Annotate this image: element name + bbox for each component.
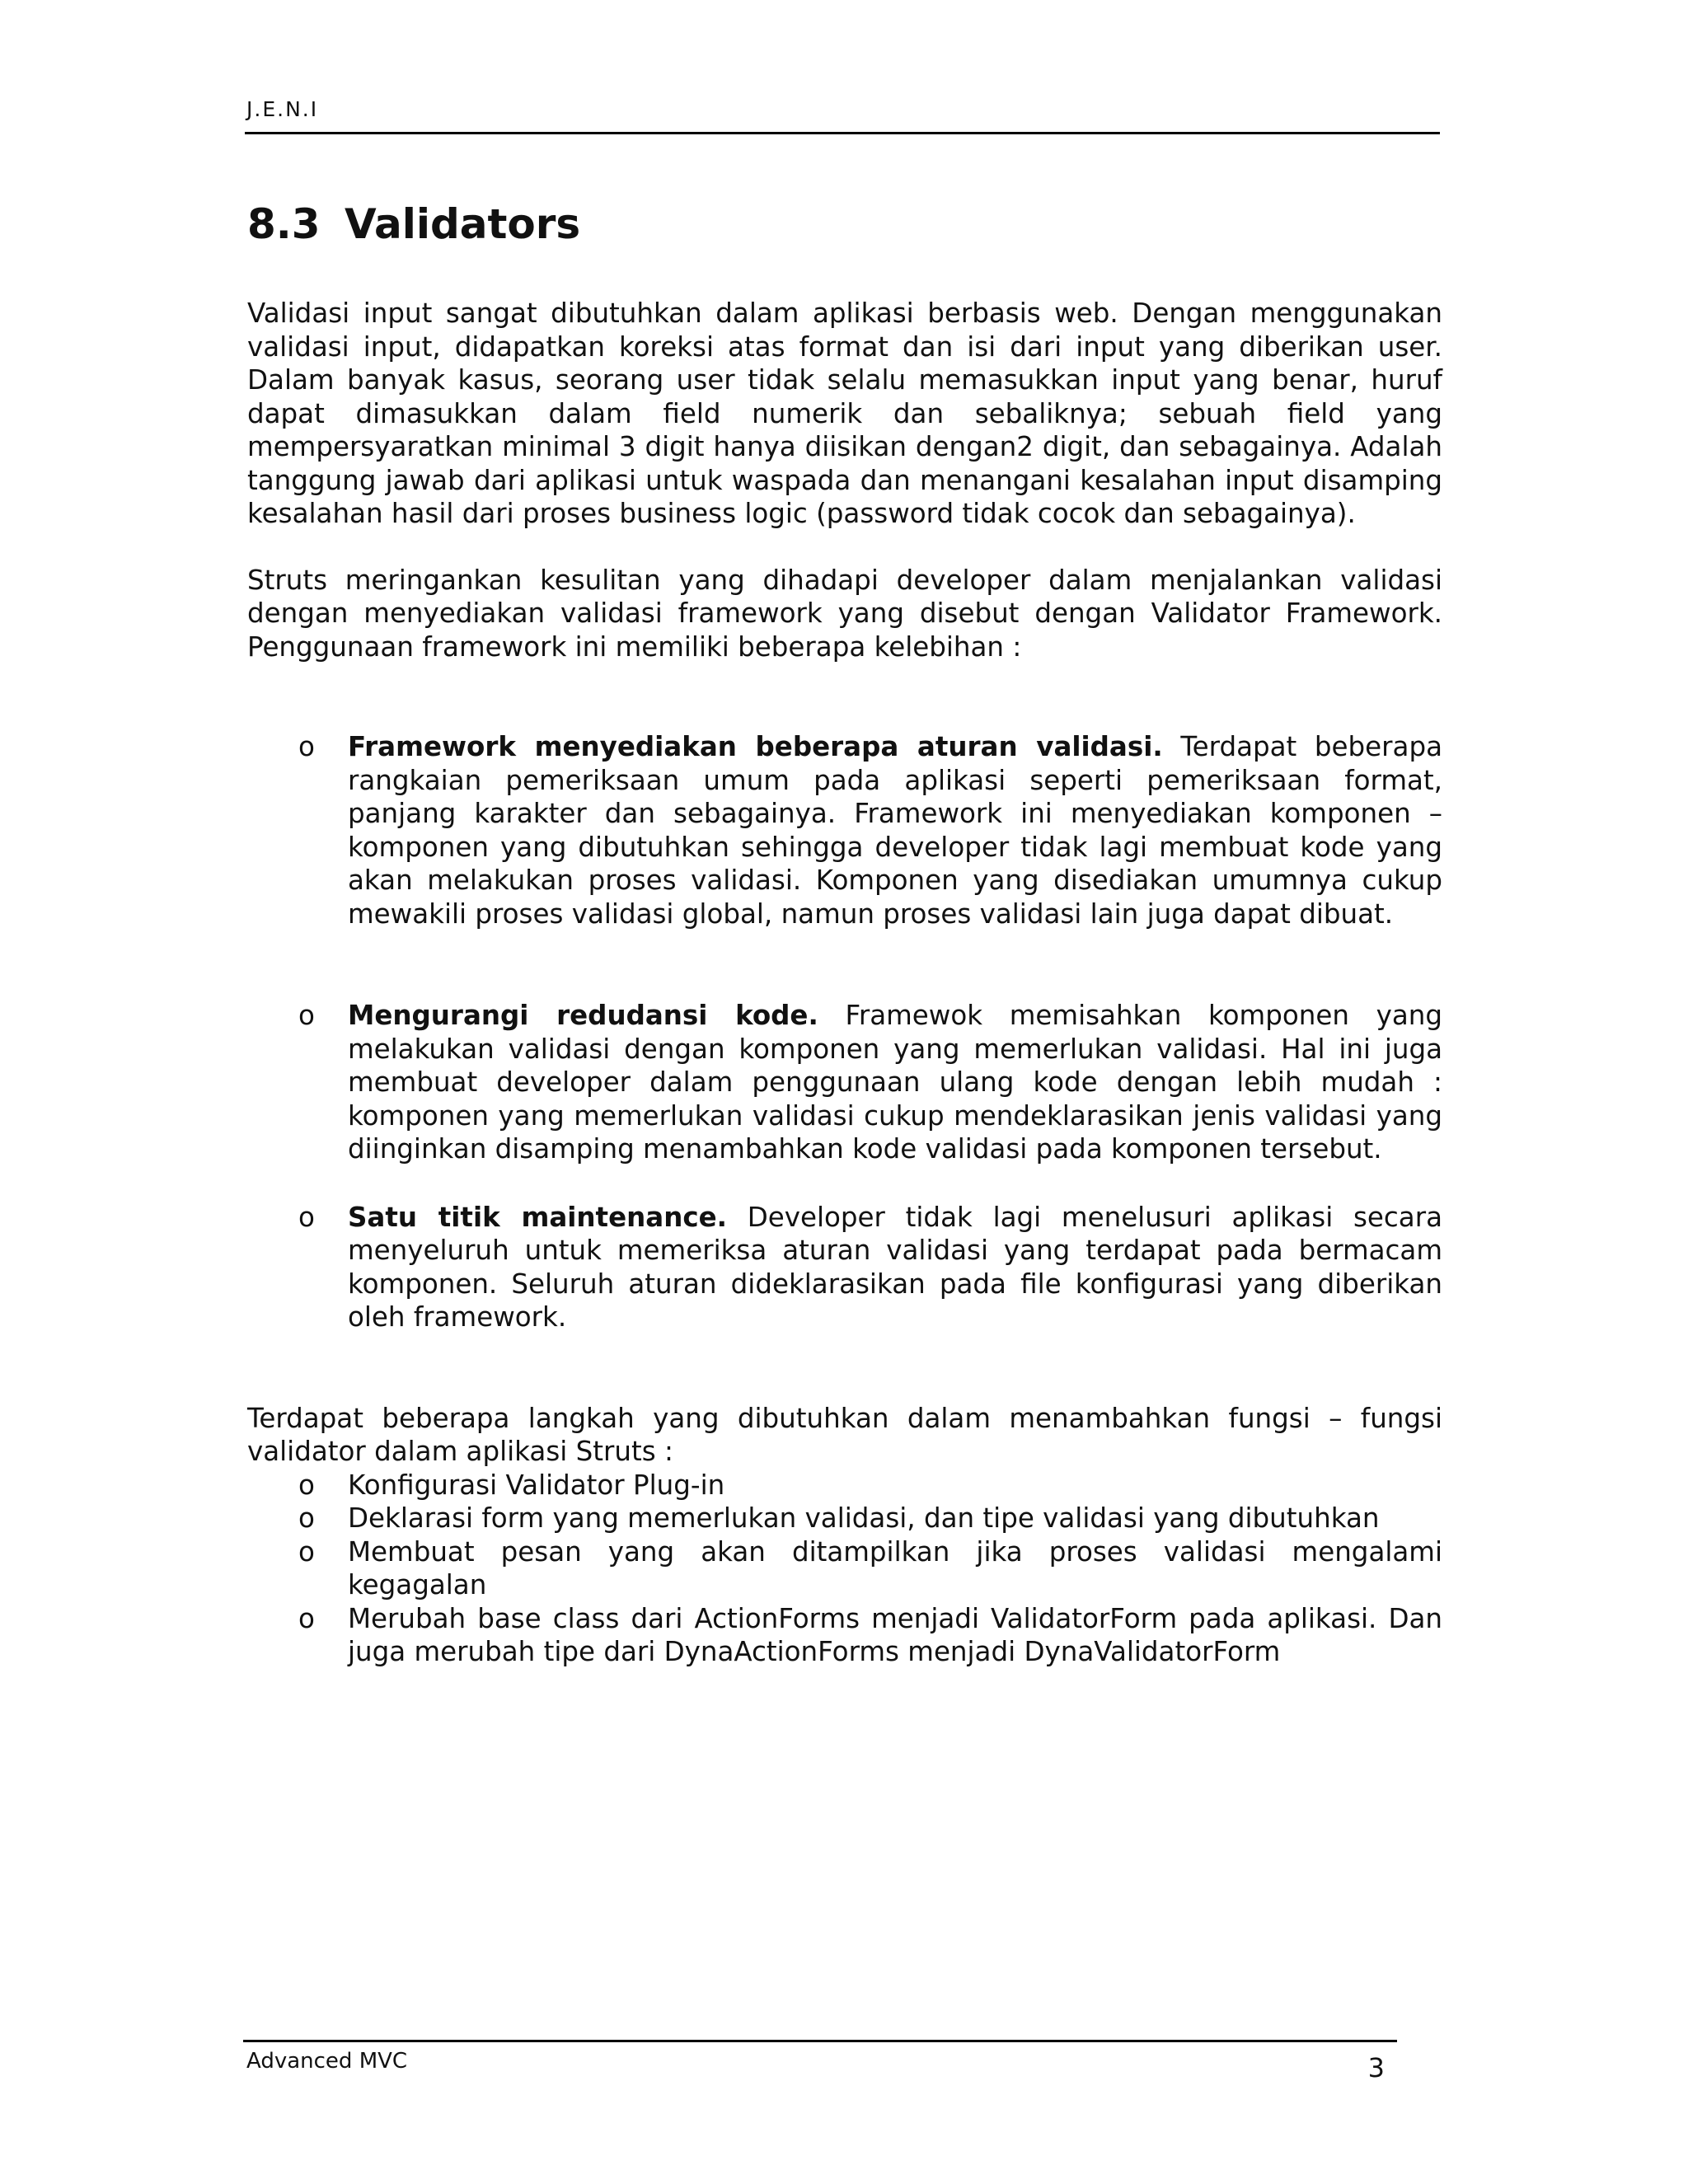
list-item <box>247 999 1442 1166</box>
intro-paragraph: Validasi input sangat dibutuhkan dalam aplikasi berbasis web. Dengan menggunakan validasi input, didapatkan koreksi atas format dan isi dari input yang diberikan user. Dalam banyak kasus, seorang user tidak selalu memasukkan input yang benar, huruf dapat dimasukkan dalam field numerik dan sebaliknya; sebuah field yang mempersyaratkan minimal 3 digit hanya diisikan dengan2 digit, dan sebagainya. Adalah tanggung jawab dari aplikasi untuk waspada dan menangani kesalahan input disamping kesalahan hasil dari proses business logic (password tidak cocok dan sebagainya). <box>247 298 1442 529</box>
advantages-list <box>247 730 1442 1334</box>
bullet-marker: o <box>298 1502 315 1534</box>
step-text: Merubah base class dari ActionForms menjadi ValidatorForm pada aplikasi. Dan juga merubah tipe dari DynaActionForms menjadi DynaValidatorForm <box>348 1602 1442 1667</box>
advantage-title: Satu titik maintenance. <box>348 1201 727 1233</box>
advantage-text: Terdapat beberapa rangkaian pemeriksaan umum pada aplikasi seperti pemeriksaan format, panjang karakter dan sebagainya. Framework ini menyediakan komponen – komponen yang dibutuhkan sehingga developer tidak lagi membuat kode yang akan melakukan proses validasi. Komponen yang disediakan umumnya cukup mewakili proses validasi global, namun proses validasi lain juga dapat dibuat. <box>348 731 1443 930</box>
advantage-text: Developer tidak lagi menelusuri aplikasi secara menyeluruh untuk memeriksa aturan validasi yang terdapat pada bermacam komponen. Seluruh aturan dideklarasikan pada file konfigurasi yang diberikan oleh framework. <box>348 1201 1442 1333</box>
steps-intro-paragraph: Terdapat beberapa langkah yang dibutuhkan dalam menambahkan fungsi – fungsi validator dalam aplikasi Struts : <box>247 1402 1442 1467</box>
footer-title: Advanced MVC <box>246 2049 408 2074</box>
step-text: Deklarasi form yang memerlukan validasi, dan tipe validasi yang dibutuhkan <box>348 1502 1380 1534</box>
advantage-title: Framework menyediakan beberapa aturan validasi. <box>348 731 1163 762</box>
list-item <box>247 1602 1442 1669</box>
step-text: Membuat pesan yang akan ditampilkan jika proses validasi mengalami kegagalan <box>348 1535 1442 1601</box>
list-item <box>247 1502 1442 1535</box>
page-footer <box>243 2040 1397 2083</box>
bullet-marker: o <box>298 731 315 762</box>
bullet-marker: o <box>298 1201 315 1233</box>
advantage-title: Mengurangi redudansi kode. <box>348 1000 818 1031</box>
step-text: Konfigurasi Validator Plug-in <box>348 1469 725 1501</box>
section-number: 8.3 <box>247 200 321 248</box>
list-item <box>247 1535 1442 1602</box>
list-item <box>247 1201 1442 1334</box>
page-content <box>247 194 1442 1669</box>
page-number: 3 <box>1367 2052 1385 2083</box>
advantage-text: Framewok memisahkan komponen yang melakukan validasi dengan komponen yang memerlukan validasi. Hal ini juga membuat developer dalam penggunaan ulang kode dengan lebih mudah : komponen yang memerlukan validasi cukup mendeklarasikan jenis validasi yang diinginkan disamping menambahkan kode validasi pada komponen tersebut. <box>348 1000 1443 1165</box>
bullet-marker: o <box>298 1000 315 1031</box>
bullet-marker: o <box>298 1602 315 1634</box>
header-title: J.E.N.I <box>246 97 319 121</box>
list-item <box>247 730 1442 930</box>
struts-paragraph: Struts meringankan kesulitan yang dihadapi developer dalam menjalankan validasi dengan menyediakan validasi framework yang disebut dengan Validator Framework. Penggunaan framework ini memiliki beberapa kelebihan : <box>247 564 1442 663</box>
section-heading <box>247 194 1442 254</box>
bullet-marker: o <box>298 1535 315 1568</box>
bullet-marker: o <box>298 1469 315 1501</box>
steps-list <box>247 1469 1442 1669</box>
section-title: Validators <box>345 200 581 248</box>
page-header <box>245 96 1440 134</box>
list-item <box>247 1469 1442 1502</box>
